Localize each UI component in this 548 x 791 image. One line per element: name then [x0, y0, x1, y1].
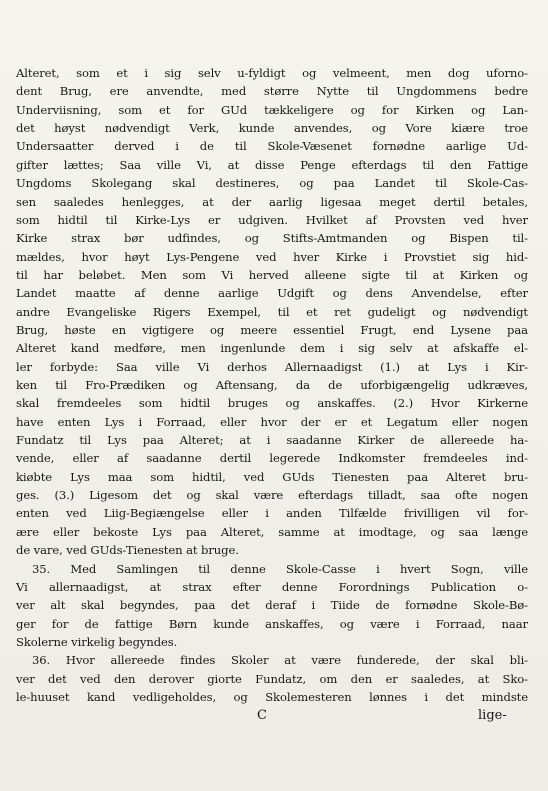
text-line: le-huuset kand vedligeholdes, og Skolemesteren lønnes i det mindste	[16, 689, 528, 704]
text-line: Alteret kand medføre, men ingenlunde dem i sig selv at afskaffe el-	[16, 341, 528, 356]
text-line: Brug, høste en vigtigere og meere essentiel Frugt, end Lysene paa	[16, 322, 528, 337]
text-line: ære eller bekoste Lys paa Alteret, samme at imodtage, og saa længe	[16, 524, 528, 539]
text-line: 35. Med Samlingen til denne Skole-Casse i hvert Sogn, ville	[32, 561, 528, 576]
text-line: skal fremdeeles som hidtil bruges og anskaffes. (2.) Hvor Kirkerne	[16, 396, 528, 411]
text-line: andre Evangeliske Rigers Exempel, til et ret gudeligt og nødvendigt	[16, 304, 528, 319]
text-line: Landet maatte af denne aarlige Udgift og dens Anvendelse, efter	[16, 286, 528, 301]
text-line: ver det ved den derover giorte Fundatz, om den er saaledes, at Sko-	[16, 671, 528, 686]
text-line: ger for de fattige Børn kunde anskaffes, og være i Forraad, naar	[16, 616, 528, 631]
text-line: 36. Hvor allereede findes Skoler at være funderede, der skal bli-	[32, 653, 528, 668]
text-line: Underviisning, som et for GUd tækkeligere og for Kirken og Lan-	[16, 102, 528, 117]
text-line: Fundatz til Lys paa Alteret; at i saadanne Kirker de allereede ha-	[16, 433, 528, 447]
text-line: dent Brug, ere anvendte, med større Nytte til Ungdommens bedre	[16, 84, 528, 99]
text-line: ver alt skal begyndes, paa det deraf i Tiide de fornødne Skole-Bø-	[16, 598, 528, 613]
text-line: Undersaatter derved i de til Skole-Væsenet fornødne aarlige Ud-	[16, 139, 528, 154]
text-line: ges. (3.) Ligesom det og skal være efterdags tilladt, saa ofte nogen	[16, 488, 528, 503]
text-line: kiøbte Lys maa som hidtil, ved GUds Tienesten paa Alteret bru-	[16, 469, 528, 484]
text-line: det høyst nødvendigt Verk, kunde anvendes, og Vore kiære troe	[16, 121, 528, 136]
text-line: Alteret, som et i sig selv u-fyldigt og velmeent, men dog uforno-	[16, 66, 528, 80]
text-line: enten ved Liig-Begiængelse eller i anden Tilfælde frivilligen vil for-	[16, 506, 528, 521]
text-line: ler forbyde: Saa ville Vi derhos Allernaadigst (1.) at Lys i Kir-	[16, 359, 528, 374]
text-line: Ungdoms Skolegang skal destineres, og paa Landet til Skole-Cas-	[16, 176, 528, 191]
text-line: som hidtil til Kirke-Lys er udgiven. Hvilket af Provsten ved hver	[16, 212, 528, 227]
text-line: mældes, hvor høyt Lys-Pengene ved hver Kirke i Provstiet sig hid-	[16, 249, 528, 264]
text-line: Vi allernaadigst, at strax efter denne Forordnings Publication o-	[16, 579, 528, 594]
text-line: have enten Lys i Forraad, eller hvor der er et Legatum eller nogen	[16, 414, 528, 429]
text-line: til har beløbet. Men som Vi herved alleene sigte til at Kirken og	[16, 267, 528, 282]
text-line: de vare, ved GUds-Tienesten at bruge.	[16, 543, 239, 558]
text-line: Skolerne virkelig begyndes.	[16, 634, 178, 649]
text-line: sen saaledes henlegges, at der aarlig ligesaa meget dertil betales,	[16, 194, 528, 209]
text-line: gifter lættes; Saa ville Vi, at disse Penge efterdags til den Fattige	[16, 157, 528, 172]
text-line: ken til Fro-Prædiken og Aftensang, da de uforbigængelig udkræves,	[16, 378, 528, 392]
text-line: vende, eller af saadanne dertil legerede Indkomster fremdeeles ind-	[16, 451, 528, 466]
signature-mark: C	[257, 708, 267, 723]
text-line: Kirke strax bør udfindes, og Stifts-Amtmanden og Bispen til-	[16, 231, 528, 246]
catchword: lige-	[478, 708, 507, 723]
